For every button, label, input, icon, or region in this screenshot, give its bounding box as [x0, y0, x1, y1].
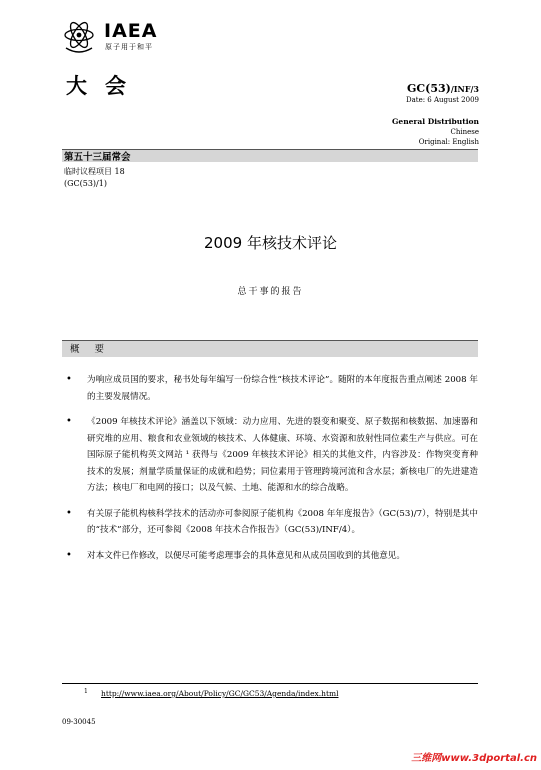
summary-bar: [62, 340, 478, 357]
document-symbol: [407, 82, 479, 95]
watermark: 三维网www.3dportal.cn: [411, 753, 537, 764]
summary-heading: 概 要: [70, 344, 111, 355]
document-subtitle: 总干事的报告: [237, 287, 304, 297]
gc-reference: (GC(53)/1): [64, 179, 107, 188]
iaea-logo-icon: [62, 18, 96, 54]
summary-bullet: • 对本文件已作修改，以便尽可能考虑理事会的具体意见和从成员国收到的其他意见。: [62, 548, 478, 565]
document-title: 2009 年核技术评论: [204, 234, 337, 252]
footnote-link[interactable]: http://www.iaea.org/About/Policy/GC/GC53/Agenda/index.html: [101, 689, 339, 698]
logo-text: IAEA: [104, 20, 158, 42]
summary-list: [62, 372, 478, 573]
logo-subtext: 原子用于和平: [105, 43, 153, 51]
agenda-item: 临时议程项目 18: [64, 167, 125, 176]
summary-bullet: • 《2009 年核技术评论》涵盖以下领域：动力应用、先进的裂变和聚变、原子数据和核数据、加速器和研究堆的应用、粮食和农业领域的核技术、人体健康、环境、水资源和放射性同位素生产与供应。可在国际原子能机构英文网站 ¹ 获得与《2009 年核技术评论》相关的其他文件，内容涉及：作物突变育种技术的发展；剂量学质量保证的成就和趋势；同位素用于管理跨境河流和含水层；新核电厂的先进建造方法；核电厂和电网的接口；以及气候、土地、能源和水的综合战略。: [62, 414, 478, 497]
assembly-label: 大会: [66, 74, 144, 98]
document-symbol-suffix: /INF/3: [450, 84, 479, 94]
footnote-divider: [62, 683, 478, 684]
document-symbol-main: GC(53): [406, 82, 451, 95]
summary-bullet: • 为响应成员国的要求，秘书处每年编写一份综合性“核技术评论”。随附的本年度报告重点阐述 2008 年的主要发展情况。: [62, 372, 478, 405]
footnote-mark: 1: [84, 688, 88, 695]
document-number: 09-30045: [62, 718, 96, 726]
summary-bullet: • 有关原子能机构核科学技术的活动亦可参阅原子能机构《2008 年年度报告》（GC(53)/7），特别是其中的“技术”部分，还可参阅《2008 年技术合作报告》（GC(53)/INF/4）。: [62, 506, 478, 539]
session-title: 第五十三届常会: [64, 152, 131, 163]
language-label: Chinese: [450, 128, 479, 136]
distribution-label: General Distribution: [392, 117, 479, 126]
document-date: Date: 6 August 2009: [405, 96, 479, 104]
original-language-label: Original: English: [418, 138, 479, 146]
